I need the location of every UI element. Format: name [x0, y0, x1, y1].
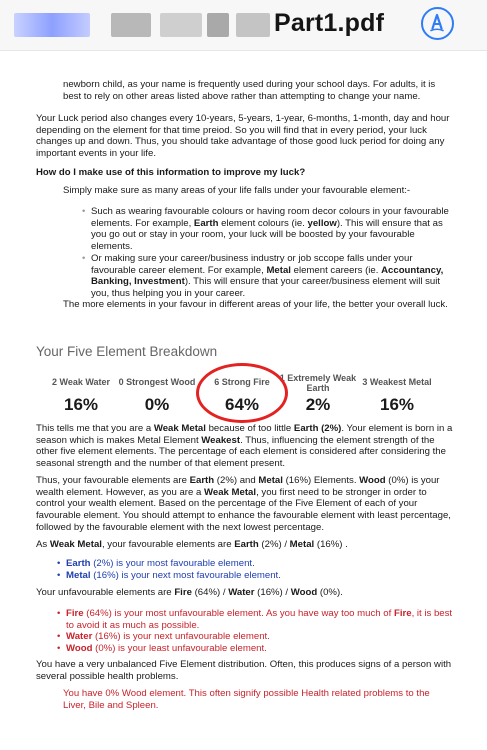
list-item: • Fire (64%) is your most unfavourable element. As you have way too much of Fire, it is best to avoid it as much as possible.: [57, 608, 453, 631]
element-label-earth: 1 Extremely Weak Earth: [279, 373, 357, 394]
paragraph-more-elements: The more elements in your favour in different areas of your life, the better your overall luck.: [63, 299, 448, 310]
list-item: • Such as wearing favourable colours or having room decor colours in your favourable elements. For example, Earth element colours (ie. yellow). This will ensure that as you go out or stay in your room, your luck will be boosted by your favourable elements.: [82, 206, 452, 253]
element-label-metal: 3 Weakest Metal: [362, 377, 432, 387]
redacted-filename-part: [236, 13, 270, 37]
element-value-wood: 0%: [144, 395, 170, 414]
paragraph-simply: Simply make sure as many areas of your life falls under your favourable element:-: [63, 185, 411, 196]
markup-pen-icon[interactable]: [421, 7, 454, 40]
document-title: Part1.pdf: [274, 9, 385, 37]
element-value-metal: 16%: [379, 395, 415, 414]
redacted-filename-part: [111, 13, 151, 37]
section-title-breakdown: Your Five Element Breakdown: [36, 344, 218, 359]
paragraph-luck-period: Your Luck period also changes every 10-years, 5-years, 1-year, 6-months, 1-month, day and hour depending on the element for that time preiod. So you will find that in every period, your luck changes up and down. Thus, you should take advantage of those good luck period for doing any important events in your life.: [36, 113, 450, 160]
list-item: • Metal (16%) is your next most favourable element.: [57, 570, 437, 582]
pdf-page[interactable]: [0, 51, 487, 750]
element-label-fire: 6 Strong Fire: [214, 377, 270, 387]
list-item: • Earth (2%) is your most favourable element.: [57, 558, 437, 570]
element-label-water: 2 Weak Water: [51, 377, 111, 387]
element-value-fire: 64%: [224, 395, 260, 414]
redacted-filename-part: [160, 13, 202, 37]
paragraph-name-advice: newborn child, as your name is frequently used during your school days. For adults, it is best to rely on other areas listed above rather than attempting to change your name.: [63, 79, 436, 102]
paragraph-unbalanced: You have a very unbalanced Five Element distribution. Often, this produces signs of a person with several possible health problems.: [36, 659, 452, 682]
paragraph-weak-metal: This tells me that you are a Weak Metal because of too little Earth (2%). Your element is born in a season which is makes Metal Element Weakest. Thus, influencing the element strength of the other five element elements. The percentage of each element is considered after considering the seasonal strength and the number of that element present.: [36, 423, 453, 470]
unfavourable-list: [57, 608, 453, 655]
paragraph-health-warning: You have 0% Wood element. This often signify possible Health related problems to the Liver, Bile and Spleen.: [63, 688, 430, 711]
element-label-wood: 0 Strongest Wood: [118, 377, 196, 387]
element-value-earth: 2%: [305, 395, 331, 414]
section-heading-improve-luck: How do I make use of this information to improve my luck?: [36, 167, 306, 178]
list-item: • Or making sure your career/business industry or job sccope falls under your favourable career element. For example, Metal element careers (ie. Accountancy, Banking, Investment). This will ensure that your career/business element will suit you, thus helping you in your career.: [82, 253, 452, 300]
paragraph-as-weak-metal: As Weak Metal, your favourable elements are Earth (2%) / Metal (16%) .: [36, 539, 348, 550]
redacted-filename-part: [14, 13, 90, 37]
element-value-water: 16%: [63, 395, 99, 414]
red-highlight-circle: [196, 363, 288, 423]
favourable-list: [57, 558, 437, 581]
pdf-toolbar: [0, 0, 487, 51]
redacted-filename-part: [207, 13, 229, 37]
advice-list: [82, 206, 452, 300]
list-item: • Water (16%) is your next unfavourable element.: [57, 631, 453, 643]
paragraph-favourable: Thus, your favourable elements are Earth (2%) and Metal (16%) Elements. Wood (0%) is your wealth element. However, as you are a Weak Metal, you first need to be stronger in order to control your wealth element. Based on the percentage of the Five Element of each of your favourable element. You should attempt to enhance the favourable element with least percentage, followed by the favourable element with the next lowest percentage.: [36, 475, 451, 533]
paragraph-unfavourable: Your unfavourable elements are Fire (64%) / Water (16%) / Wood (0%).: [36, 587, 343, 598]
list-item: • Wood (0%) is your least unfavourable element.: [57, 643, 453, 655]
